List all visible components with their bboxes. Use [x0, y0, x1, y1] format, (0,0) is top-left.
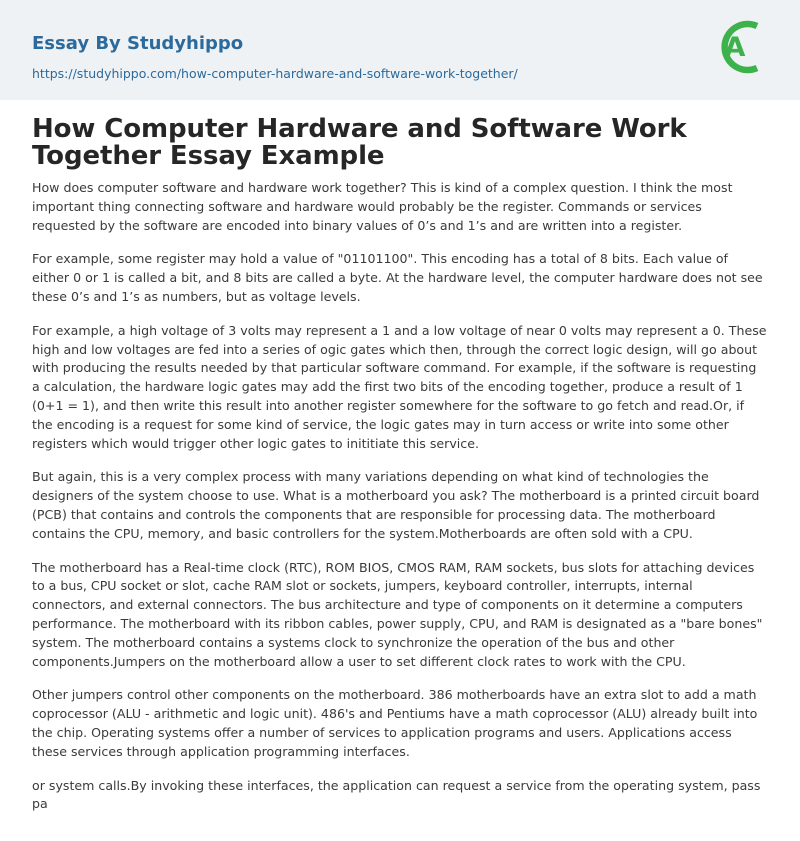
logo-letter: A: [724, 32, 746, 63]
article-paragraph: Other jumpers control other components on the motherboard. 386 motherboards have an extra slot to add a math coprocessor (ALU - arithmetic and logic unit). 486's and Pentiums have a math coprocessor (ALU) already built into the chip. Operating systems offer a number of services to application programs and users. Applications access these services through application programming interfaces.: [32, 687, 758, 759]
article-paragraph: The motherboard has a Real-time clock (RTC), ROM BIOS, CMOS RAM, RAM sockets, bus slots for attaching devices to a bus, CPU socket or slot, cache RAM slot or sockets, jumpers, keyboard controller, interrupts, internal connectors, and external connectors. The bus architecture and type of components on it determine a computers performance. The motherboard with its ribbon cables, power supply, CPU, and RAM is designated as a "bare bones" system. The motherboard contains a systems clock to synchronize the operation of the bus and other components.Jumpers on the motherboard allow a user to set different clock rates to work with the CPU.: [32, 559, 763, 669]
article: [0, 100, 800, 814]
article-paragraph: For example, some register may hold a value of "01101100". This encoding has a total of 8 bits. Each value of either 0 or 1 is called a bit, and 8 bits are called a byte. At the hardware level, the computer hardware does not see these 0’s and 1’s as numbers, but as voltage levels.: [32, 251, 763, 304]
article-paragraph: For example, a high voltage of 3 volts may represent a 1 and a low voltage of near 0 volts may represent a 0. These high and low voltages are fed into a series of ogic gates which then, through the correct logic design, will go about with producing the results needed by that particular software command. For example, if the software is requesting a calculation, the hardware logic gates may add the first two bits of the encoding together, produce a result of 1 (0+1 = 1), and then write this result into another register somewhere for the software to go fetch and read.Or, if the encoding is a request for some kind of service, the logic gates may in turn access or write into some other registers which would trigger other logic gates to inititiate this service.: [32, 322, 767, 451]
site-header: [0, 0, 800, 100]
source-url-link[interactable]: https://studyhippo.com/how-computer-hardware-and-software-work-together/: [32, 66, 518, 81]
site-brand[interactable]: Essay By Studyhippo: [32, 33, 244, 54]
article-title: How Computer Hardware and Software Work Together Essay Example: [32, 114, 687, 171]
article-paragraph: But again, this is a very complex process with many variations depending on what kind of technologies the designers of the system choose to use. What is a motherboard you ask? The motherboard is a printed circuit board (PCB) that contains and controls the components that are responsible for processing data. The motherboard contains the CPU, memory, and basic controllers for the system.Motherboards are often sold with a CPU.: [32, 469, 760, 541]
studyhippo-logo-icon[interactable]: [712, 14, 770, 80]
article-paragraph: or system calls.By invoking these interfaces, the application can request a service from the operating system, pass pa: [32, 777, 761, 812]
article-paragraph: How does computer software and hardware work together? This is kind of a complex question. I think the most important thing connecting software and hardware would probably be the register. Commands or services requested by the software are encoded into binary values of 0’s and 1’s and are written into a register.: [32, 180, 733, 233]
